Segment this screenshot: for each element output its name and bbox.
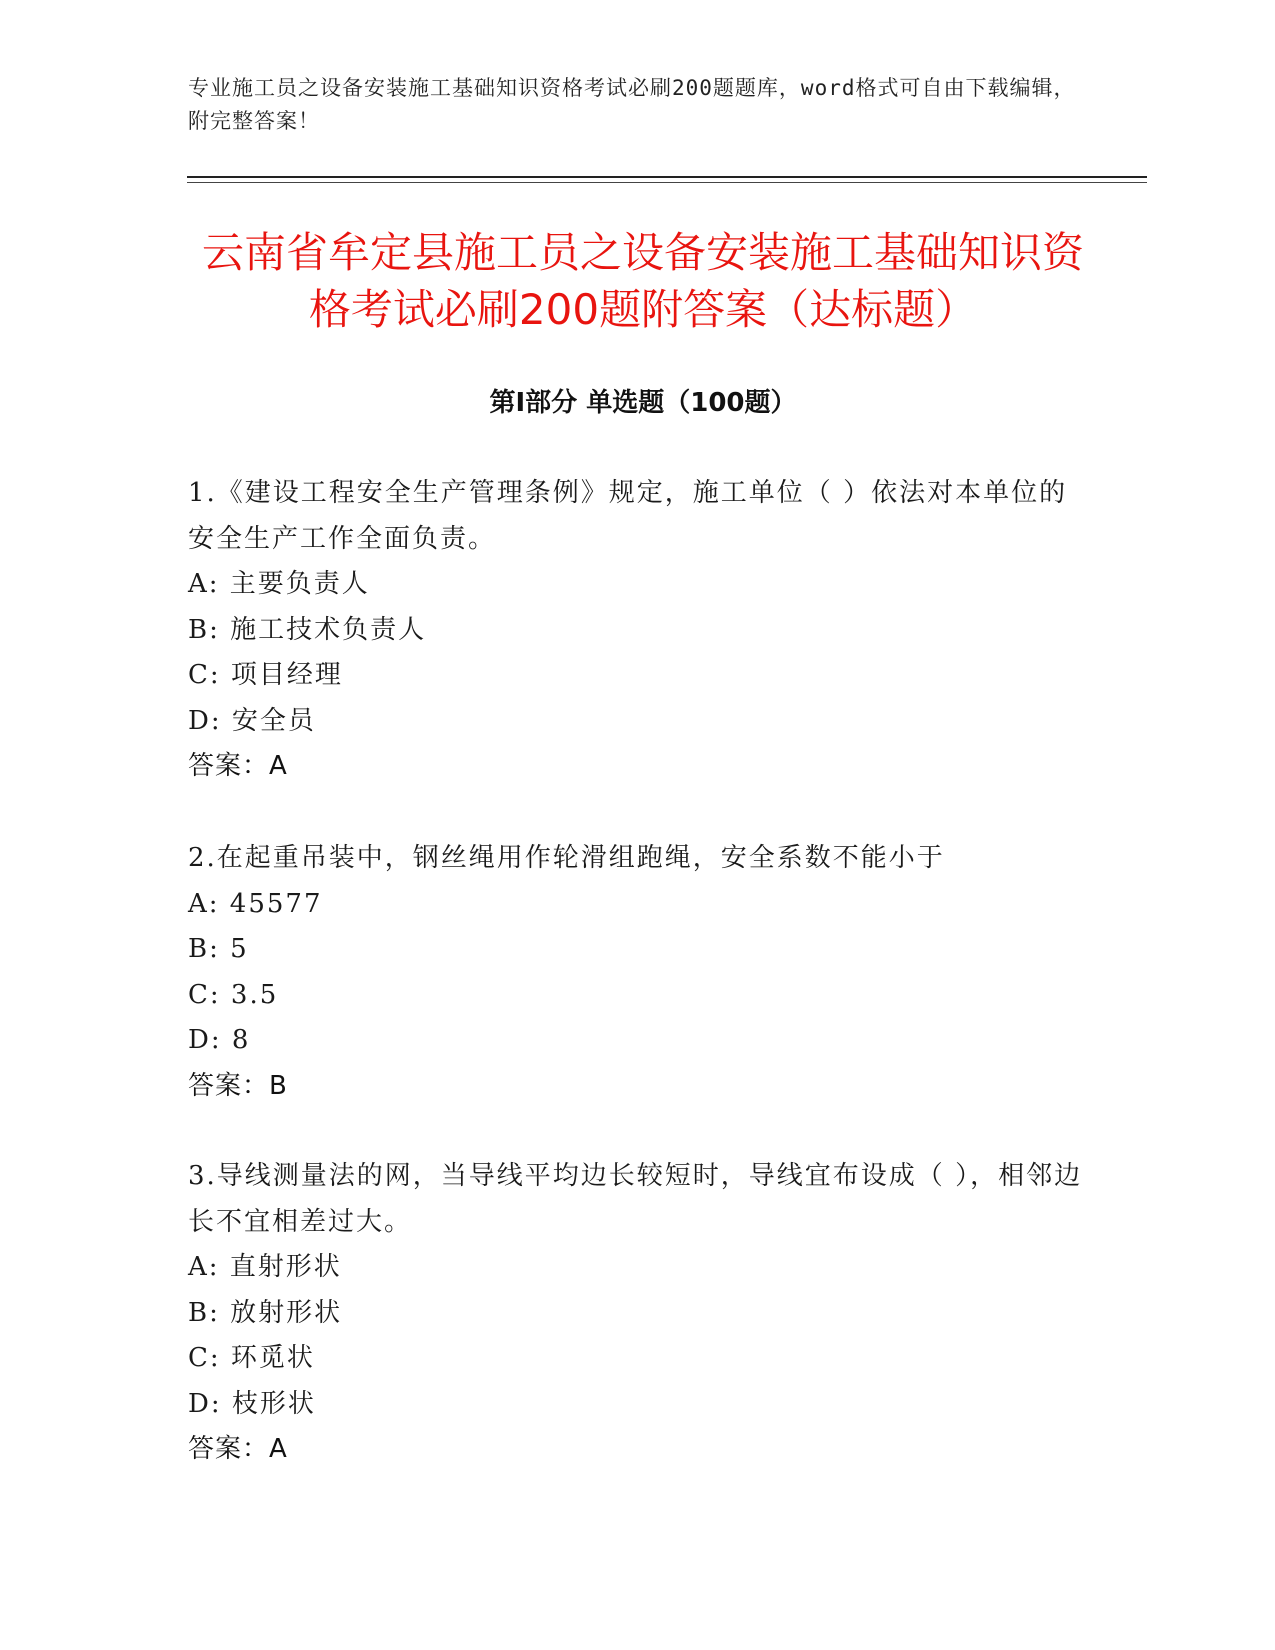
question-stem: 3.导线测量法的网，当导线平均边长较短时，导线宜布设成（ ），相邻边长不宜相差过大。	[188, 1161, 1083, 1237]
option-c: C: 项目经理	[188, 660, 343, 690]
answer: 答案：A	[188, 751, 288, 781]
option-a: A: 主要负责人	[188, 569, 370, 599]
answer: 答案：B	[188, 1070, 288, 1101]
question-2	[188, 836, 1088, 1109]
option-c: C: 环觅状	[188, 1343, 315, 1373]
answer: 答案：A	[188, 1434, 288, 1464]
header-note: 专业施工员之设备安装施工基础知识资格考试必刷200题题库，word格式可自由下载编辑，附完整答案！	[188, 76, 1076, 133]
option-b: B: 放射形状	[188, 1297, 343, 1328]
option-d: D: 8	[188, 1025, 251, 1055]
option-d: D: 枝形状	[188, 1388, 316, 1419]
option-b: B: 5	[188, 934, 249, 964]
question-3	[188, 1154, 1088, 1473]
question-stem: 2.在起重吊装中，钢丝绳用作轮滑组跑绳，安全系数不能小于	[188, 843, 945, 873]
option-c: C: 3.5	[188, 979, 279, 1010]
document-title: 云南省牟定县施工员之设备安装施工基础知识资格考试必刷200题附答案（达标题）	[201, 228, 1084, 334]
question-1	[188, 471, 1088, 790]
option-a: A: 45577	[188, 888, 323, 919]
section-title: 第Ⅰ部分 单选题（100题）	[489, 388, 797, 418]
option-b: B: 施工技术负责人	[188, 614, 427, 645]
question-stem: 1.《建设工程安全生产管理条例》规定，施工单位（ ）依法对本单位的安全生产工作全面负责。	[188, 478, 1068, 554]
header-rule-thin	[187, 182, 1147, 183]
option-a: A: 直射形状	[188, 1252, 342, 1282]
option-d: D: 安全员	[188, 705, 316, 736]
header-rule-thick	[187, 176, 1147, 178]
